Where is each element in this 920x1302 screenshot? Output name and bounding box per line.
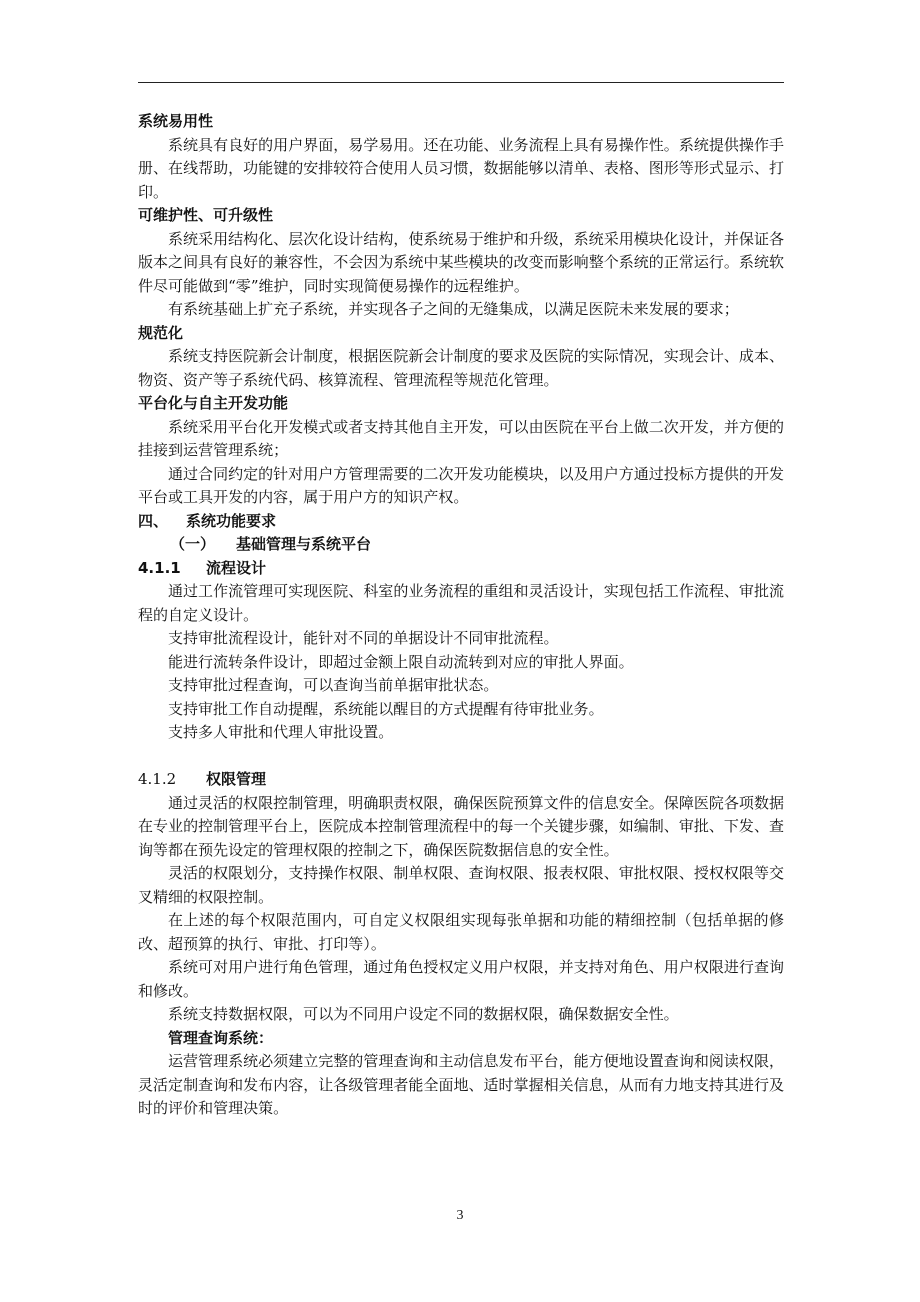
section-title: 流程设计	[206, 558, 267, 577]
heading-basic-management	[138, 533, 784, 557]
section-number: 四、	[138, 511, 169, 530]
paragraph: 支持多人审批和代理人审批设置。	[168, 723, 394, 741]
paragraph: 运营管理系统必须建立完整的管理查询和主动信息发布平台，能方便地设置查询和阅读权限，灵活定制查询和发布内容，让各级管理者能全面地、适时掌握相关信息，从而有力地支持其进行及时的评价和管理决策。	[138, 1052, 784, 1117]
heading-functional-requirements	[138, 510, 784, 534]
paragraph: 能进行流转条件设计，即超过金额上限自动流转到对应的审批人界面。	[168, 652, 634, 671]
section-title: 基础管理与系统平台	[236, 535, 372, 553]
page-number: 3	[456, 1208, 464, 1223]
paragraph: 系统采用平台化开发模式或者支持其他自主开发，可以由医院在平台上做二次开发，并方便的挂接到运营管理系统；	[138, 417, 784, 459]
header-rule	[138, 82, 784, 83]
paragraph: 系统可对用户进行角色管理，通过角色授权定义用户权限，并支持对角色、用户权限进行查询和修改。	[138, 958, 784, 1000]
paragraph: 支持审批流程设计，能针对不同的单据设计不同审批流程。	[168, 629, 559, 647]
paragraph: 灵活的权限划分，支持操作权限、制单权限、查询权限、报表权限、审批权限、授权权限等交叉精细的权限控制。	[138, 864, 784, 906]
heading-flow-design	[138, 557, 784, 581]
paragraph: 支持审批工作自动提醒，系统能以醒目的方式提醒有待审批业务。	[168, 699, 604, 718]
paragraph: 通过合同约定的针对用户方管理需要的二次开发功能模块，以及用户方通过投标方提供的开发平台或工具开发的内容，属于用户方的知识产权。	[138, 464, 784, 506]
paragraph: 通过工作流管理可实现医院、科室的业务流程的重组和灵活设计，实现包括工作流程、审批流程的自定义设计。	[138, 582, 784, 624]
section-title: 系统功能要求	[186, 511, 277, 530]
paragraph: 通过灵活的权限控制管理，明确职责权限，确保医院预算文件的信息安全。保障医院各项数据在专业的控制管理平台上，医院成本控制管理流程中的每一个关键步骤，如编制、审批、下发、查询等都在预先设定的管理权限的控制之下，确保医院数据信息的安全性。	[138, 793, 784, 859]
section-number: （一）	[170, 535, 216, 553]
paragraph: 系统支持医院新会计制度，根据医院新会计制度的要求及医院的实际情况，实现会计、成本、物资、资产等子系统代码、核算流程、管理流程等规范化管理。	[138, 347, 784, 389]
section-title: 权限管理	[206, 770, 267, 788]
section-number: 4.1.1	[138, 558, 181, 577]
heading-platform: 平台化与自主开发功能	[138, 394, 289, 412]
paragraph: 有系统基础上扩充子系统，并实现各子之间的无缝集成，以满足医院未来发展的要求；	[168, 300, 739, 318]
heading-permission-management	[138, 768, 784, 792]
paragraph: 系统支持数据权限，可以为不同用户设定不同的数据权限，确保数据安全性。	[168, 1005, 679, 1023]
paragraph: 系统具有良好的用户界面，易学易用。还在功能、业务流程上具有易操作性。系统提供操作手册、在线帮助，功能键的安排较符合使用人员习惯，数据能够以清单、表格、图形等形式显示、打印。	[138, 135, 784, 201]
spacer	[138, 745, 784, 769]
section-number: 4.1.2	[138, 770, 177, 788]
heading-query-system: 管理查询系统：	[168, 1028, 274, 1047]
heading-usability: 系统易用性	[138, 112, 214, 130]
paragraph: 在上述的每个权限范围内，可自定义权限组实现每张单据和功能的精细控制（包括单据的修改、超预算的执行、审批、打印等）。	[138, 911, 784, 953]
paragraph: 系统采用结构化、层次化设计结构，使系统易于维护和升级，系统采用模块化设计，并保证各版本之间具有良好的兼容性，不会因为系统中某些模块的改变而影响整个系统的正常运行。系统软件尽可能做到“零”维护，同时实现简便易操作的远程维护。	[138, 229, 784, 295]
heading-maintainability: 可维护性、可升级性	[138, 206, 274, 224]
paragraph: 支持审批过程查询，可以查询当前单据审批状态。	[168, 676, 499, 694]
heading-standardization: 规范化	[138, 323, 184, 342]
document-body	[138, 110, 784, 1121]
